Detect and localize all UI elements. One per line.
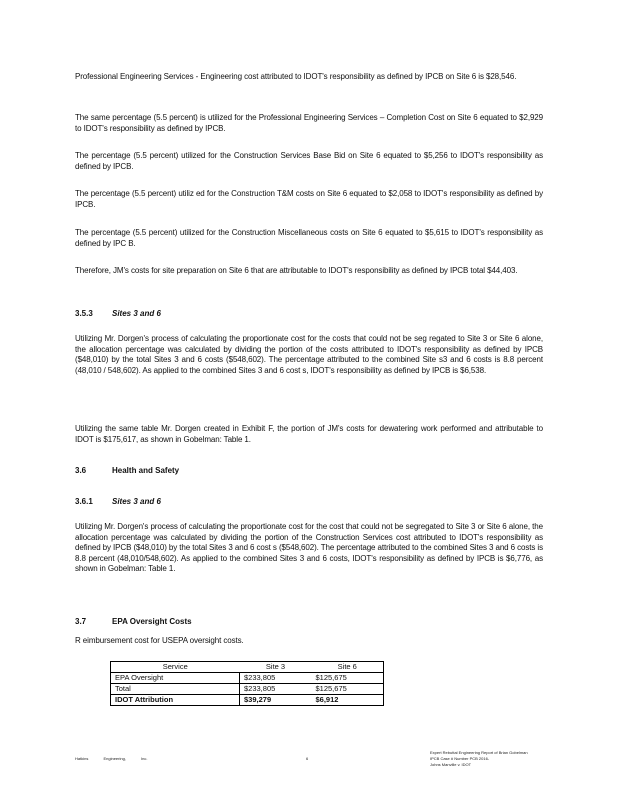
section-title: Health and Safety: [112, 466, 180, 475]
paragraph-health-safety-allocation: Utilizing Mr. Dorgen's process of calculating the proportionate cost for the cost that could not be segregated to Site 3 or Site 6 alone, the allocation percentage was calculated by dividing the portion of the Construction Services cost attributed to IDOT's responsibility as defined by IPCB ($48,010) by the total Sites 3 and 6 cost s ($548,602). The percentage attributed to the combined Sites 3 and 6 costs is 8.8 percent (48,010/548,602). As applied to the combined Sites 3 and 6 costs, IDOT's responsibility as defined by IPCB is $6,776, as shown in Gobelman: Table 1.: [75, 522, 543, 573]
footer-report-line: Johns Manville v. IDOT: [430, 762, 472, 767]
section-number: 3.6.1: [75, 497, 93, 506]
epa-oversight-table: [110, 661, 384, 706]
paragraph-dewatering: Utilizing the same table Mr. Dorgen created in Exhibit F, the portion of JM's costs for dewatering work performed and attributable to IDOT is $175,617, as shown in Gobelman: Table 1.: [75, 424, 543, 444]
table-cell: $233,805: [240, 684, 312, 695]
paragraph-base-bid: The percentage (5.5 percent) utilized for the Construction Services Base Bid on Site 6 equated to $5,256 to IDOT's responsibility as defined by IPCB.: [75, 151, 543, 171]
table-row: [111, 684, 384, 695]
paragraph-engineering-cost: Professional Engineering Services - Engineering cost attributed to IDOT's responsibility as defined by IPCB on Site 6 is $28,546.: [75, 72, 517, 81]
footer-company: [75, 756, 148, 761]
table-cell: IDOT Attribution: [111, 695, 240, 706]
table-header-cell: Site 3: [240, 662, 312, 673]
table-cell: Total: [111, 684, 240, 695]
footer-company-c: Inc.: [141, 756, 148, 761]
table-cell: $125,675: [312, 684, 384, 695]
section-title: EPA Oversight Costs: [112, 617, 192, 626]
paragraph-tm-costs: The percentage (5.5 percent) utiliz ed for the Construction T&M costs on Site 6 equated to $2,058 to IDOT's responsibility as defined by IPCB.: [75, 189, 543, 209]
section-number: 3.6: [75, 466, 87, 475]
table-row: [111, 673, 384, 684]
section-heading-3-7: [75, 617, 192, 626]
section-heading-3-6-1: [75, 497, 161, 506]
section-number: 3.5.3: [75, 309, 93, 318]
table-header-row: [111, 662, 384, 673]
footer-report-line: Expert Rebuttal Engineering Report of Brian Gobelman: [430, 750, 528, 755]
section-title: Sites 3 and 6: [112, 309, 161, 318]
table-header-cell: Service: [111, 662, 240, 673]
footer-company-a: Hatkins: [75, 756, 89, 761]
paragraph-misc-costs: The percentage (5.5 percent) utilized for the Construction Miscellaneous costs on Site 6 equated to $5,615 to IDOT's responsibility as defined by IPC B.: [75, 228, 543, 248]
section-number: 3.7: [75, 617, 87, 626]
table-row: [111, 695, 384, 706]
table-cell: $6,912: [312, 695, 384, 706]
footer-report-info: [430, 750, 540, 768]
paragraph-completion-cost: The same percentage (5.5 percent) is utilized for the Professional Engineering Services – Completion Cost on Site 6 equated to $2,929 to IDOT's responsibility as defined by IPCB.: [75, 113, 543, 133]
footer-company-b: Engineering,: [103, 756, 126, 761]
paragraph-site-prep-total: Therefore, JM's costs for site preparation on Site 6 that are attributable to IDOT's responsibility as defined by IPCB total $44,403.: [75, 266, 518, 275]
section-heading-3-5-3: [75, 309, 161, 318]
table-cell: $233,805: [240, 673, 312, 684]
footer-report-line: IPCB Case # Number PCB 2016-: [430, 756, 490, 761]
paragraph-allocation-sites-3-6: Utilizing Mr. Dorgen's process of calculating the proportionate cost for the costs that could not be seg regated to Site 3 or Site 6 alone, the allocation percentage was calculated by dividing the portion of the costs attributed to IDOT's responsibility as defined by IPCB ($48,010) by the total Sites 3 and 6 costs ($548,602). The percentage attributed to the combined Site s3 and 6 costs is 8.8 percent (48,010 / 548,602). As applied to the combined Sites 3 and 6 cost s, IDOT's responsibility as defined by IPCB is $6,538.: [75, 334, 543, 375]
table-cell: $39,279: [240, 695, 312, 706]
section-title: Sites 3 and 6: [112, 497, 161, 506]
section-heading-3-6: [75, 466, 179, 475]
paragraph-reimbursement: R eimbursement cost for USEPA oversight costs.: [75, 636, 244, 645]
table-header-cell: Site 6: [312, 662, 384, 673]
footer-page-number: 6: [306, 756, 309, 761]
table-cell: $125,675: [312, 673, 384, 684]
table-cell: EPA Oversight: [111, 673, 240, 684]
